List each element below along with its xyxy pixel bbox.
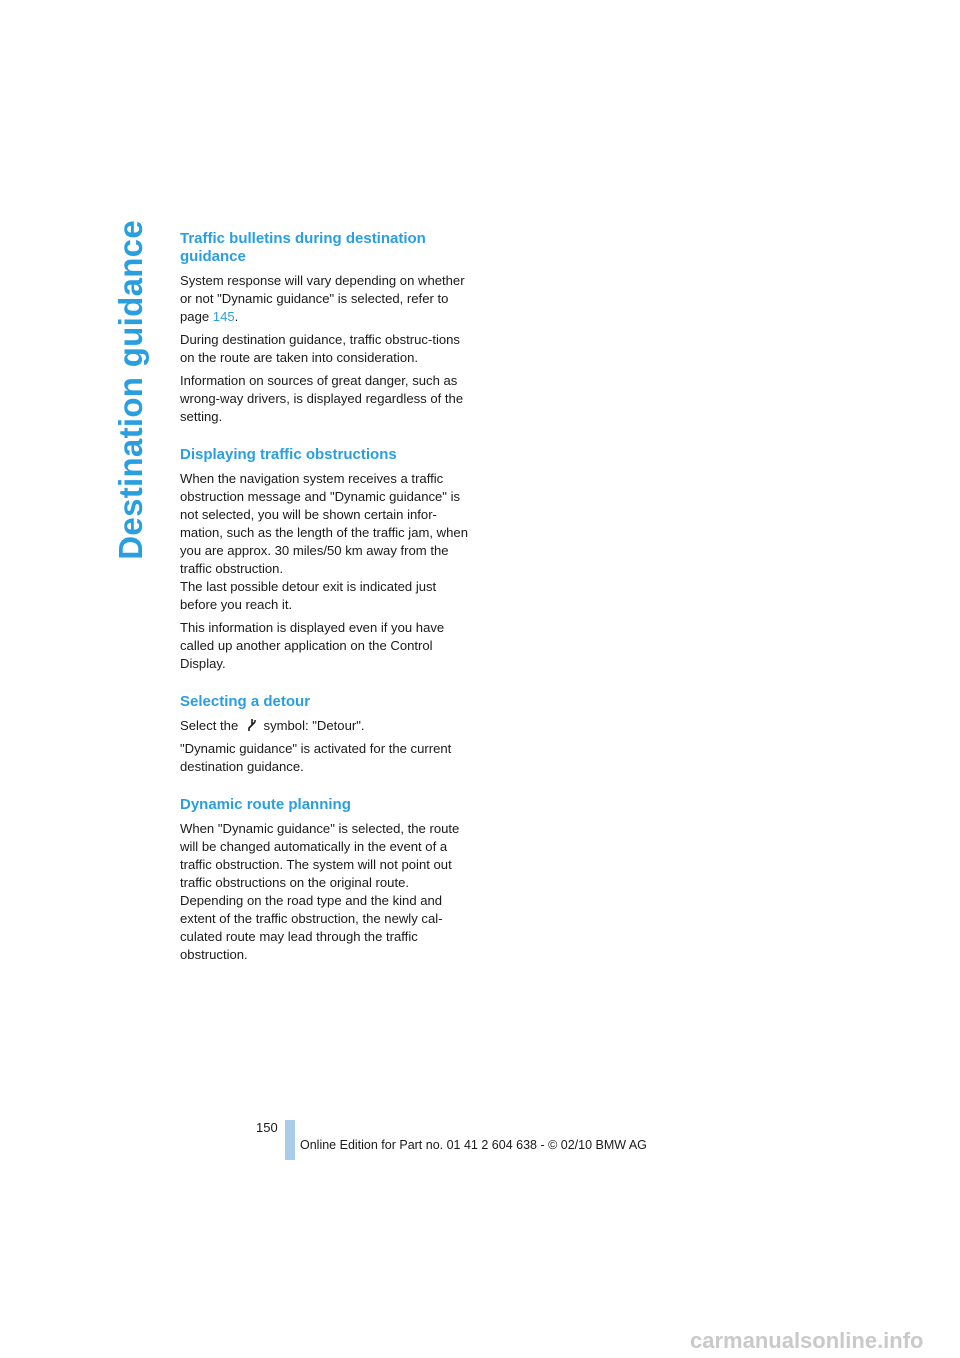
chapter-side-title xyxy=(102,200,160,580)
watermark: carmanualsonline.info xyxy=(690,1328,924,1353)
paragraph: During destination guidance, traffic obstruc-tions on the route are taken into consideration. xyxy=(180,332,460,365)
section-heading-selecting-detour: Selecting a detour xyxy=(180,693,311,710)
paragraph: The last possible detour exit is indicated just before you reach it. xyxy=(180,579,437,612)
section-heading-traffic-bulletins: Traffic bulletins during destination guidance xyxy=(180,230,426,265)
main-content xyxy=(180,230,475,969)
paragraph: Select the symbol: "Detour". xyxy=(180,718,365,733)
paragraph: Information on sources of great danger, such as wrong-way drivers, is displayed regardless of the setting. xyxy=(180,373,464,424)
page-link-145[interactable]: 145 xyxy=(212,309,235,324)
paragraph: When "Dynamic guidance" is selected, the route will be changed automatically in the event of a traffic obstruction. The system will not point out traffic obstructions on the original route. Depending on the road type and the kind and extent of the traffic obstruction, the newly cal-culated route may lead through the traffic obstruction. xyxy=(180,821,460,962)
paragraph: System response will vary depending on whether or not "Dynamic guidance" is selected, refer to page 145. xyxy=(180,273,465,324)
paragraph: When the navigation system receives a traffic obstruction message and "Dynamic guidance" is not selected, you will be shown certain infor-mation, such as the length of the traffic jam, when you are approx. 30 miles/50 km away from the traffic obstruction. xyxy=(180,471,468,576)
page-number: 150 xyxy=(256,1120,278,1135)
chapter-title-text: Destination guidance xyxy=(112,220,149,560)
paragraph: "Dynamic guidance" is activated for the current destination guidance. xyxy=(180,741,452,774)
section-heading-displaying-obstructions: Displaying traffic obstructions xyxy=(180,446,397,463)
footer-accent-bar xyxy=(285,1120,295,1160)
footer-edition-text: Online Edition for Part no. 01 41 2 604 638 - © 02/10 BMW AG xyxy=(300,1138,647,1152)
section-heading-dynamic-route-planning: Dynamic route planning xyxy=(180,796,351,813)
paragraph: This information is displayed even if you have called up another application on the Control Display. xyxy=(180,620,445,671)
detour-icon xyxy=(244,718,258,732)
